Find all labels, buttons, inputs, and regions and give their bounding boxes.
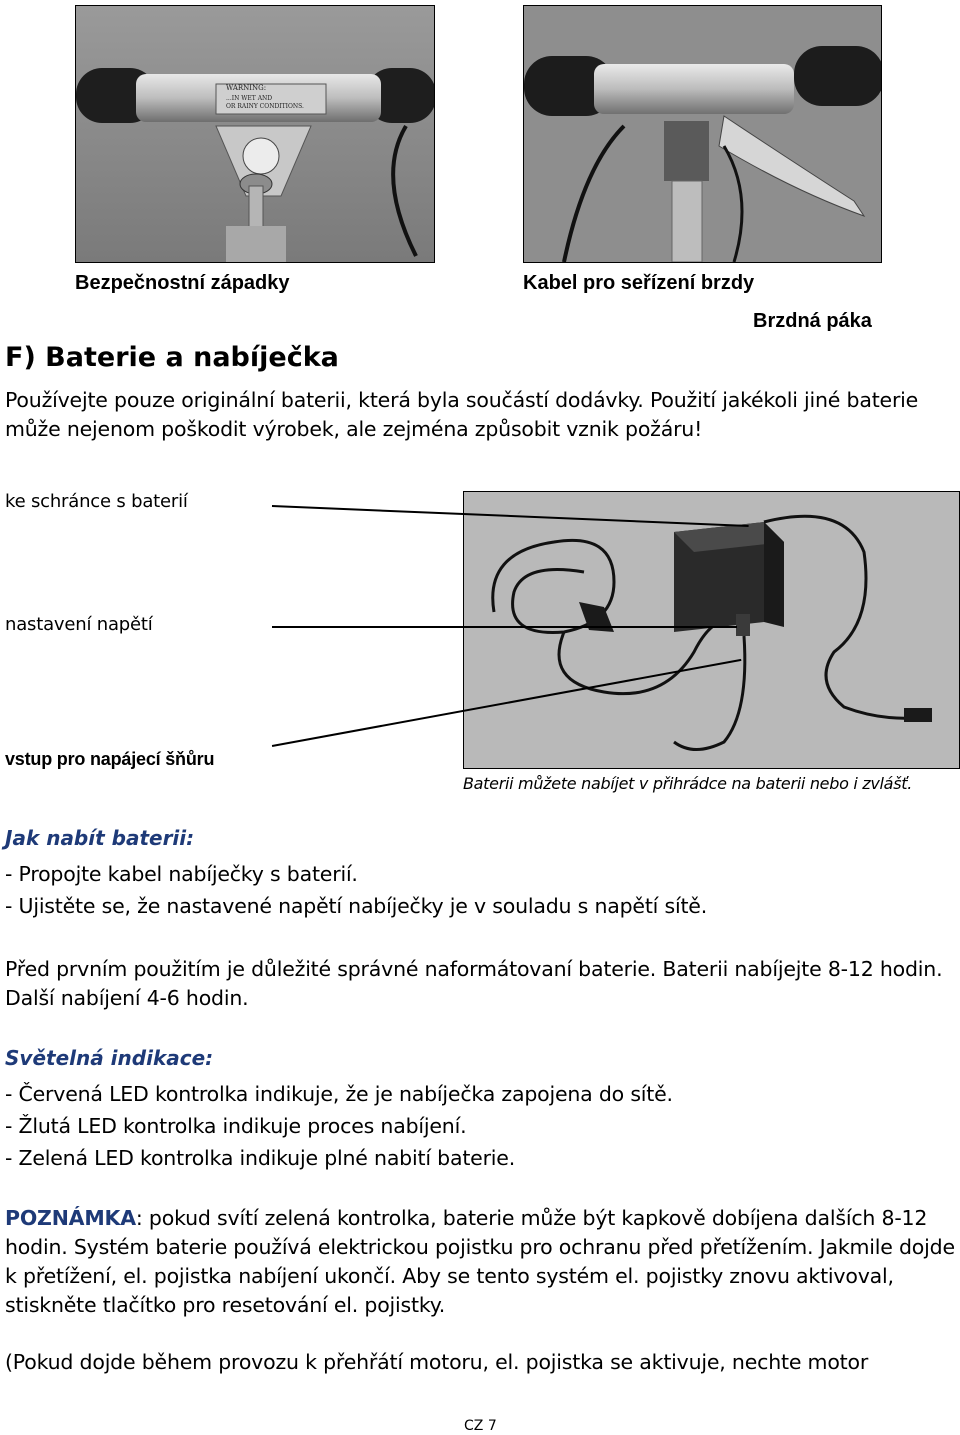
caption-safety-latches: Bezpečnostní západky (75, 272, 290, 294)
caption-brake-lever: Brzdná páka (753, 310, 872, 332)
section-intro: Používejte pouze originální baterii, která byla součástí dodávky. Použití jakékoli jiné baterie může nejenom poškodit výrobek, ale zejména způsobit vznik požáru! (5, 388, 919, 441)
charge-step: - Propojte kabel nabíječky s baterií. (5, 862, 358, 886)
indication-item: - Zelená LED kontrolka indikuje plné nabití baterie. (5, 1146, 516, 1170)
photo-safety-latches (75, 5, 435, 263)
charge-step: - Ujistěte se, že nastavené napětí nabíječky je v souladu s napětí sítě. (5, 894, 708, 918)
how-to-charge-title: Jak nabít baterii: (5, 826, 195, 850)
indication-title: Světelná indikace: (5, 1046, 214, 1070)
photo-charger (463, 491, 960, 769)
first-use-text: Před prvním použitím je důležité správné naformátovaní baterie. Baterii nabíjejte 8-12 hodin. Další nabíjení 4-6 hodin. (5, 957, 943, 1010)
warning-label: WARNING: (226, 84, 267, 92)
label-voltage-setting: nastavení napětí (5, 614, 153, 635)
label-to-battery-box: ke schránce s baterií (5, 491, 188, 512)
leader-line-voltage (272, 626, 737, 628)
note-text: : pokud svítí zelená kontrolka, baterie může být kapkově dobíjena dalších 8-12 hodin. Systém baterie používá elektrickou pojistku pro ochranu před přetížením. Jakmile dojde k přetížení, el. pojistka nabíjení ukončí. Aby se tento systém el. pojistky znovu aktivoval, stiskněte tlačítko pro resetování el. pojistky. (5, 1206, 955, 1317)
page-number: CZ 7 (464, 1418, 497, 1434)
note-label: POZNÁMKA (5, 1206, 136, 1230)
indication-item: - Červená LED kontrolka indikuje, že je nabíječka zapojena do sítě. (5, 1082, 673, 1106)
caption-brake-cable: Kabel pro seřízení brzdy (523, 272, 755, 294)
note-paragraph (5, 1204, 957, 1320)
svg-text:...IN WET AND: ...IN WET AND (226, 95, 273, 102)
charger-caption: Baterii můžete nabíjet v přihrádce na baterii nebo i zvlášť. (463, 774, 912, 793)
photo-brake-cable (523, 5, 882, 263)
svg-text:OR RAINY CONDITIONS.: OR RAINY CONDITIONS. (226, 103, 304, 110)
section-title: F) Baterie a nabíječka (5, 342, 339, 373)
overheat-text: (Pokud dojde během provozu k přehřátí motoru, el. pojistka se aktivuje, nechte motor (5, 1350, 869, 1374)
indication-item: - Žlutá LED kontrolka indikuje proces nabíjení. (5, 1114, 467, 1138)
label-power-input: vstup pro napájecí šňůru (5, 749, 215, 769)
